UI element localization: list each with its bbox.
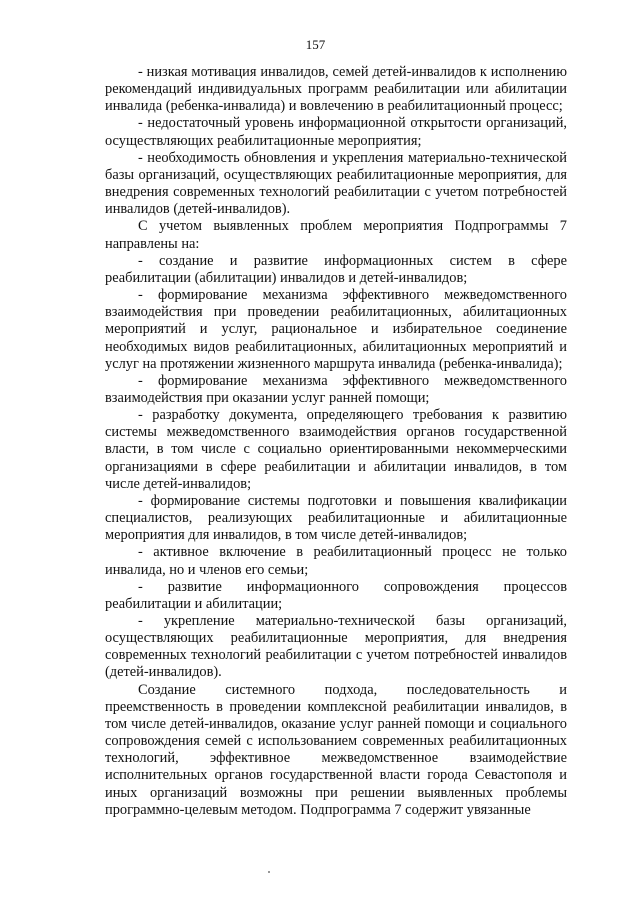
paragraph-information-support: - развитие информационного сопровождения процессов реабилитации и абилитации; [105,578,567,612]
paragraph-measures-intro: С учетом выявленных проблем мероприятия Подпрограммы 7 направлены на: [105,218,567,252]
page-number: 157 [305,37,326,52]
paragraph-interagency-mechanism: - формирование механизма эффективного межведомственного взаимодействия при проведении реабилитационных, абилитационных мероприятий и услуг, рациональное и избирательное соединение необходимых видов реабилитационных, абилитационных мероприятий и услуг на протяжении жизненного маршрута инвалида (ребенка-инвалида); [105,287,567,372]
paragraph-family-involvement: - активное включение в реабилитационный процесс не только инвалида, но и членов его семьи; [105,544,567,578]
paragraph-material-base-strengthening: - укрепление материально-технической базы организаций, осуществляющих реабилитационные мероприятия, для внедрения современных технологий реабилитации с учетом потребностей инвалидов (детей-инвалидов). [105,613,567,681]
paragraph-information-openness: - недостаточный уровень информационной открытости организаций, осуществляющих реабилитационные мероприятия; [105,115,567,149]
paragraph-document-development: - разработку документа, определяющего требования к развитию системы межведомственного взаимодействия органов государственной власти, в том числе с социально ориентированными некоммерческими организациями в сфере реабилитации и абилитации инвалидов, в том числе детей-инвалидов; [105,407,567,492]
paragraph-early-help-mechanism: - формирование механизма эффективного межведомственного взаимодействия при оказании услуг ранней помощи; [105,372,567,406]
paragraph-specialist-training: - формирование системы подготовки и повышения квалификации специалистов, реализующих реабилитационные и абилитационные мероприятия для инвалидов, в том числе детей-инвалидов; [105,492,567,544]
paragraph-systemic-approach: Создание системного подхода, последовательность и преемственность в проведении комплексной реабилитации инвалидов, в том числе детей-инвалидов, оказание услуг ранней помощи и социального сопровождения семей с использованием современных реабилитационных технологий, эффективное межведомственное взаимодействие исполнительных органов государственной власти города Севастополя и иных организаций возможны при решении выявленных проблемы программно-целевым методом. Подпрограмма 7 содержит увязанные [105,681,567,818]
paragraph-material-base-renewal: - необходимость обновления и укрепления материально-технической базы организаций, осуществляющих реабилитационные мероприятия, для внедрения современных технологий реабилитации с учетом потребностей инвалидов (детей-инвалидов). [105,149,567,218]
paragraph-information-systems: - создание и развитие информационных систем в сфере реабилитации (абилитации) инвалидов и детей-инвалидов; [105,252,567,286]
scan-dot [268,871,270,873]
paragraph-low-motivation: - низкая мотивация инвалидов, семей детей-инвалидов к исполнению рекомендаций индивидуальных программ реабилитации или абилитации инвалида (ребенка-инвалида) и вовлечению в реабилитационный процесс; [105,64,567,115]
document-body [105,64,567,819]
